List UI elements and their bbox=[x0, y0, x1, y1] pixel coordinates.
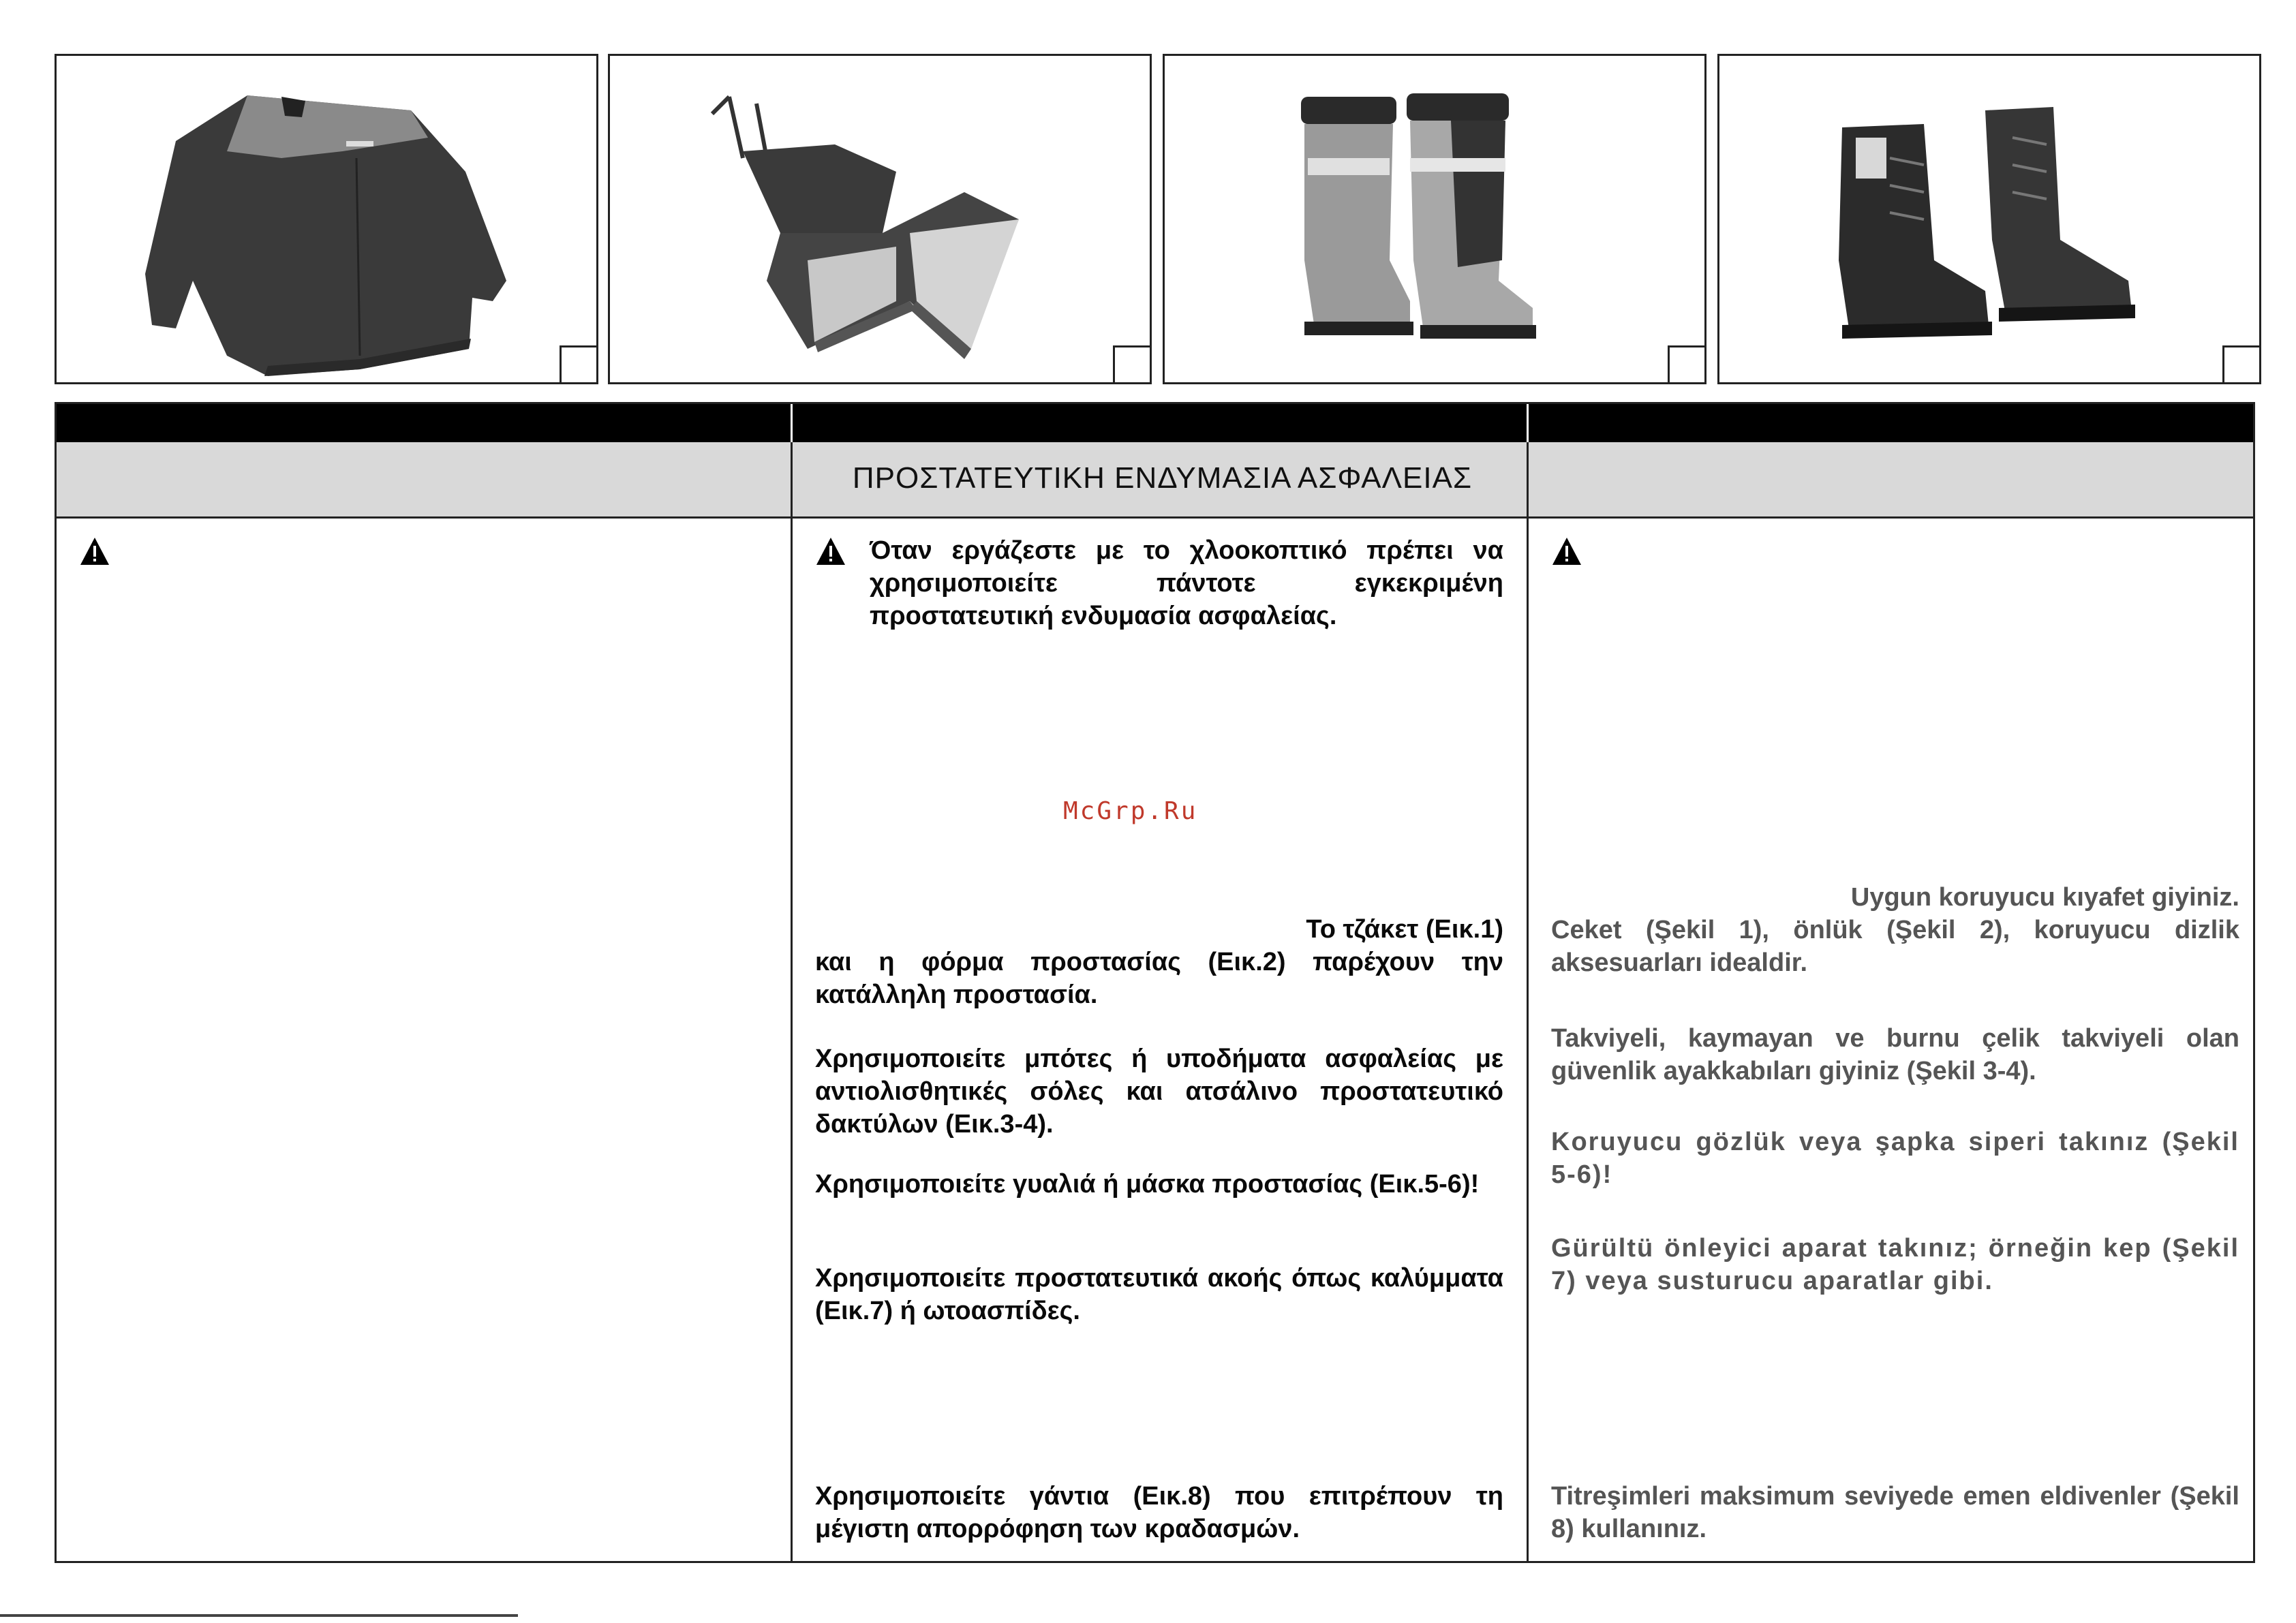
warning-triangle-icon bbox=[1551, 536, 1582, 566]
figure-panel-safety-boots bbox=[1717, 54, 2261, 384]
header-black-bar bbox=[57, 404, 2253, 442]
turkish-clothing-text: Ceket (Şekil 1), önlük (Şekil 2), koruyucu dizlik aksesuarları idealdir. bbox=[1551, 916, 2239, 977]
figure-number-box bbox=[560, 345, 596, 382]
section-title: ΠΡΟΣΤΑΤΕΥΤΙΚΗ ΕΝΔΥΜΑΣΙΑ ΑΣΦΑΛΕΙΑΣ bbox=[852, 461, 1473, 495]
greek-jacket-lead: Το τζάκετ (Εικ.1) bbox=[1306, 915, 1503, 944]
column-divider bbox=[791, 404, 793, 1561]
greek-boots-text: Χρησιμοποιείτε μπότες ή υποδήματα ασφαλείας με αντιολισθητικές σόλες και ατσάλινο προστατευτικό δακτύλων (Εικ.3-4). bbox=[815, 1045, 1503, 1139]
turkish-glasses-text: Koruyucu gözlük veya şapka siperi takınız (Şekil 5-6)! bbox=[1551, 1128, 2239, 1189]
column-divider bbox=[1527, 404, 1529, 1561]
figure-number-box bbox=[1113, 345, 1150, 382]
turkish-clothing-lead: Uygun koruyucu kıyafet giyiniz. bbox=[1850, 883, 2239, 912]
figure-number-box bbox=[2222, 345, 2259, 382]
greek-jacket-text: και η φόρμα προστασίας (Εικ.2) παρέχουν την κατάλληλη προστασία. bbox=[815, 948, 1503, 1009]
turkish-hearing-text: Gürültü önleyici aparat takınız; örneğin kep (Şekil 7) veya susturucu aparatlar gibi. bbox=[1551, 1234, 2239, 1295]
turkish-gloves-text: Titreşimleri maksimum seviyede emen eldivenler (Şekil 8) kullanınız. bbox=[1551, 1482, 2239, 1543]
figure-panel-trousers bbox=[608, 54, 1152, 384]
footer-rule bbox=[0, 1614, 518, 1617]
greek-gloves-text: Χρησιμοποιείτε γάντια (Εικ.8) που επιτρέπουν τη μέγιστη απορρόφηση των κραδασμών. bbox=[815, 1482, 1503, 1543]
greek-hearing-text: Χρησιμοποιείτε προστατευτικά ακοής όπως καλύμματα (Εικ.7) ή ωτοασπίδες. bbox=[815, 1264, 1503, 1325]
watermark: McGrp.Ru bbox=[1063, 797, 1198, 825]
greek-intro: Όταν εργάζεστε με το χλοοκοπτικό πρέπει να χρησιμοποιείτε πάντοτε εγκεκριμένη προστατευτική ενδυμασία ασφαλείας. bbox=[870, 536, 1503, 630]
figure-panel-jacket bbox=[55, 54, 598, 384]
jacket-icon bbox=[57, 56, 596, 382]
warning-triangle-icon bbox=[79, 536, 110, 566]
figure-number-box bbox=[1668, 345, 1704, 382]
greek-glasses-text: Χρησιμοποιείτε γυαλιά ή μάσκα προστασίας (Εικ.5-6)! bbox=[815, 1170, 1480, 1199]
figure-panel-rubber-boots bbox=[1163, 54, 1706, 384]
protective-trousers-icon bbox=[610, 56, 1150, 382]
rubber-boots-icon bbox=[1165, 56, 1704, 382]
turkish-boots-text: Takviyeli, kaymayan ve burnu çelik takviyeli olan güvenlik ayakkabıları giyiniz (Şekil 3-4). bbox=[1551, 1024, 2239, 1085]
warning-triangle-icon bbox=[815, 536, 846, 566]
safety-boots-icon bbox=[1719, 56, 2259, 382]
